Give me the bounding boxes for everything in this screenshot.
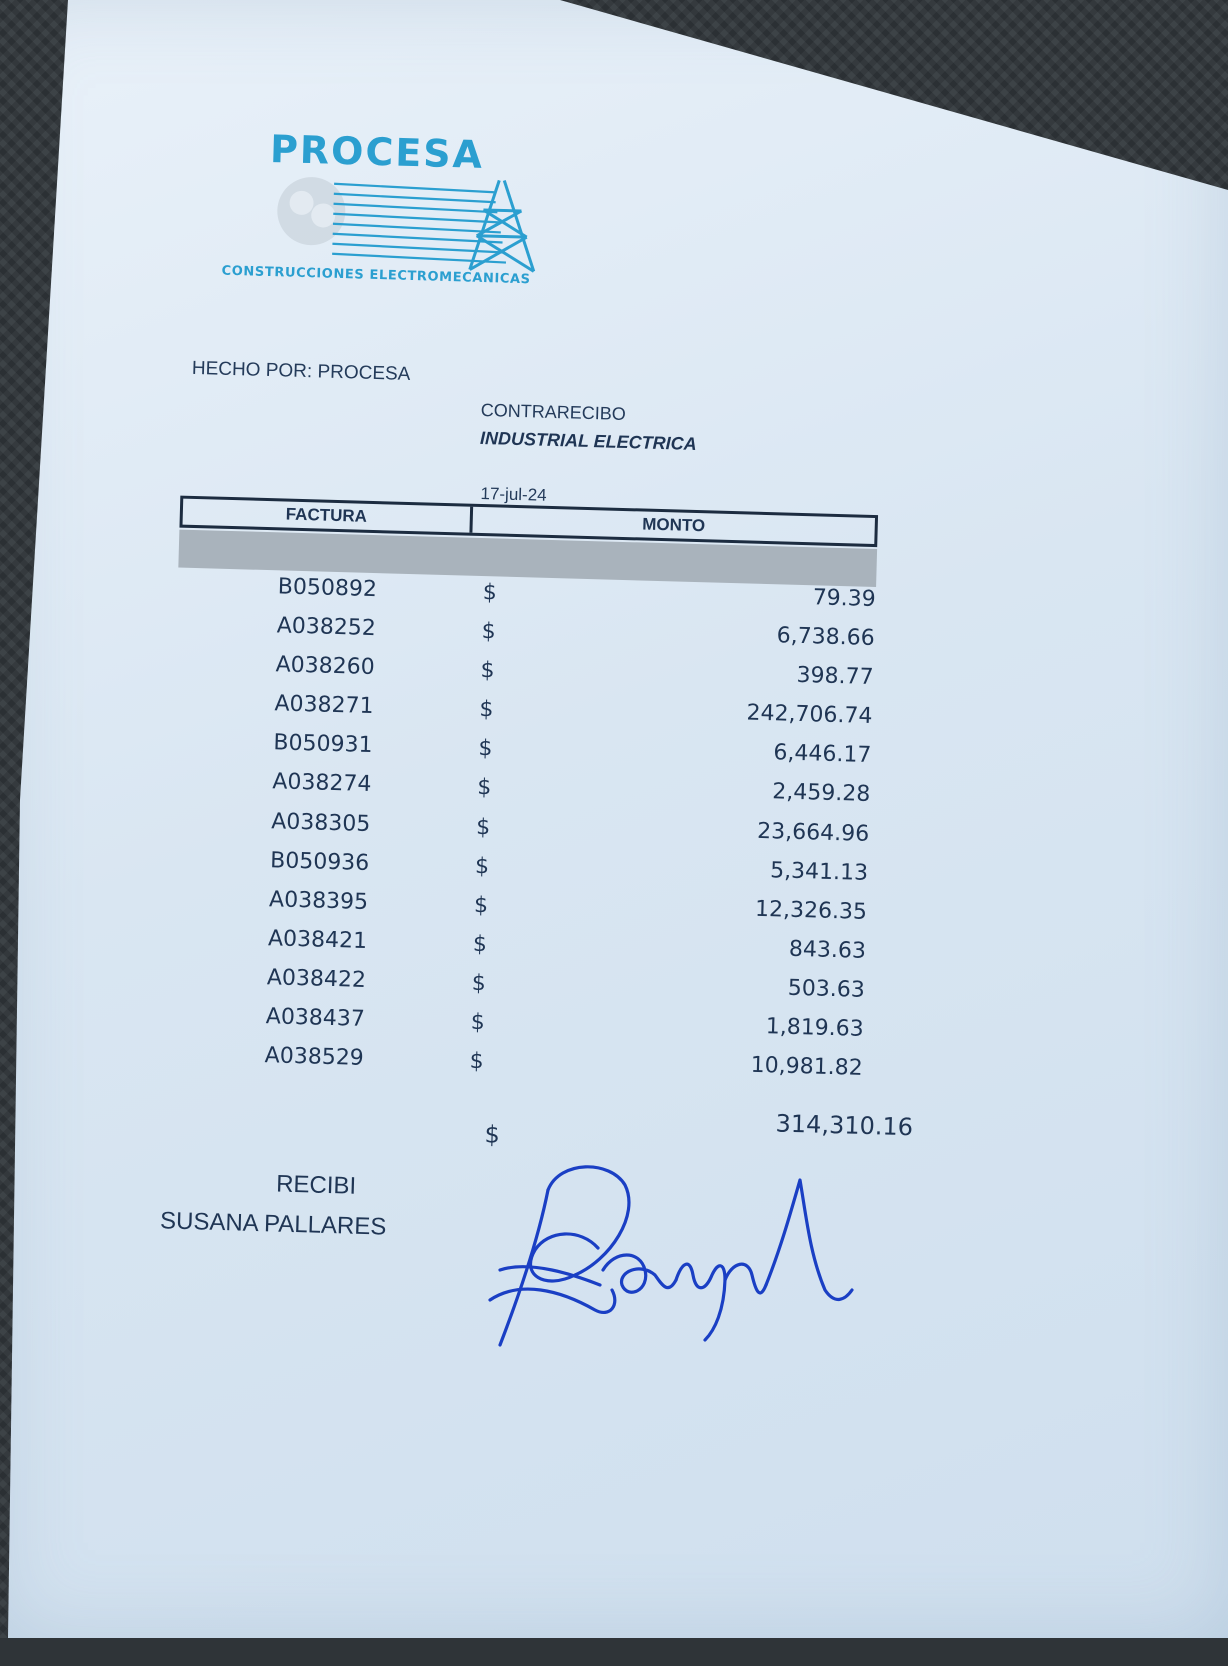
- invoice-amount: 2,459.28: [771, 779, 871, 808]
- receiver-name: SUSANA PALLARES: [159, 1207, 387, 1241]
- invoice-number: B050931: [273, 730, 373, 759]
- currency-symbol: $: [482, 580, 498, 606]
- client-name: INDUSTRIAL ELECTRICA: [479, 427, 697, 454]
- invoice-amount: 6,446.17: [773, 740, 872, 769]
- invoice-amount: 79.39: [812, 585, 877, 613]
- currency-symbol: $: [474, 853, 490, 880]
- currency-symbol: $: [471, 970, 487, 997]
- currency-symbol: $: [473, 892, 489, 919]
- invoice-amount: 398.77: [796, 663, 874, 691]
- made-by-label: HECHO POR: PROCESA: [191, 357, 411, 385]
- invoice-amount: 5,341.13: [769, 857, 869, 886]
- currency-symbol: $: [480, 658, 495, 684]
- invoice-number: A038437: [265, 1004, 366, 1032]
- column-header-factura: FACTURA: [183, 499, 474, 533]
- currency-symbol: $: [472, 931, 488, 958]
- invoice-amount: 6,738.66: [776, 623, 875, 652]
- invoice-number: A038529: [264, 1043, 365, 1072]
- invoice-number: B050936: [269, 847, 370, 876]
- invoice-number: A038421: [267, 926, 368, 954]
- invoice-amount: 12,326.35: [754, 896, 868, 925]
- invoice-amount: 10,981.82: [750, 1052, 863, 1081]
- invoice-amount: 23,664.96: [756, 818, 870, 847]
- invoice-number: B050892: [277, 574, 378, 603]
- document-date: 17-jul-24: [480, 483, 547, 505]
- currency-symbol: $: [479, 697, 494, 723]
- invoice-number: A038395: [268, 886, 369, 915]
- currency-symbol: $: [481, 619, 497, 645]
- column-header-monto: MONTO: [641, 514, 706, 536]
- total-currency-symbol: $: [484, 1120, 501, 1149]
- total-amount: 314,310.16: [775, 1109, 914, 1142]
- invoice-number: A038271: [274, 691, 374, 720]
- invoice-amount: 1,819.63: [765, 1014, 865, 1042]
- document-type: CONTRARECIBO: [480, 399, 627, 424]
- currency-symbol: $: [478, 736, 493, 762]
- currency-symbol: $: [470, 1009, 486, 1036]
- received-label: RECIBI: [275, 1170, 357, 1200]
- currency-symbol: $: [475, 814, 491, 840]
- invoice-amount: 843.63: [788, 936, 867, 964]
- invoice-number: A038252: [276, 613, 377, 642]
- invoice-amount: 242,706.74: [746, 700, 873, 730]
- logo-title: PROCESA: [269, 126, 485, 177]
- currency-symbol: $: [469, 1049, 484, 1075]
- invoice-number: A038274: [272, 769, 372, 798]
- invoice-number: A038260: [275, 652, 376, 681]
- logo-tagline: CONSTRUCCIONES ELECTROMECANICAS: [221, 263, 531, 288]
- currency-symbol: $: [476, 775, 492, 801]
- invoice-number: A038305: [270, 808, 371, 837]
- invoice-amount: 503.63: [787, 975, 866, 1003]
- invoice-number: A038422: [266, 965, 367, 993]
